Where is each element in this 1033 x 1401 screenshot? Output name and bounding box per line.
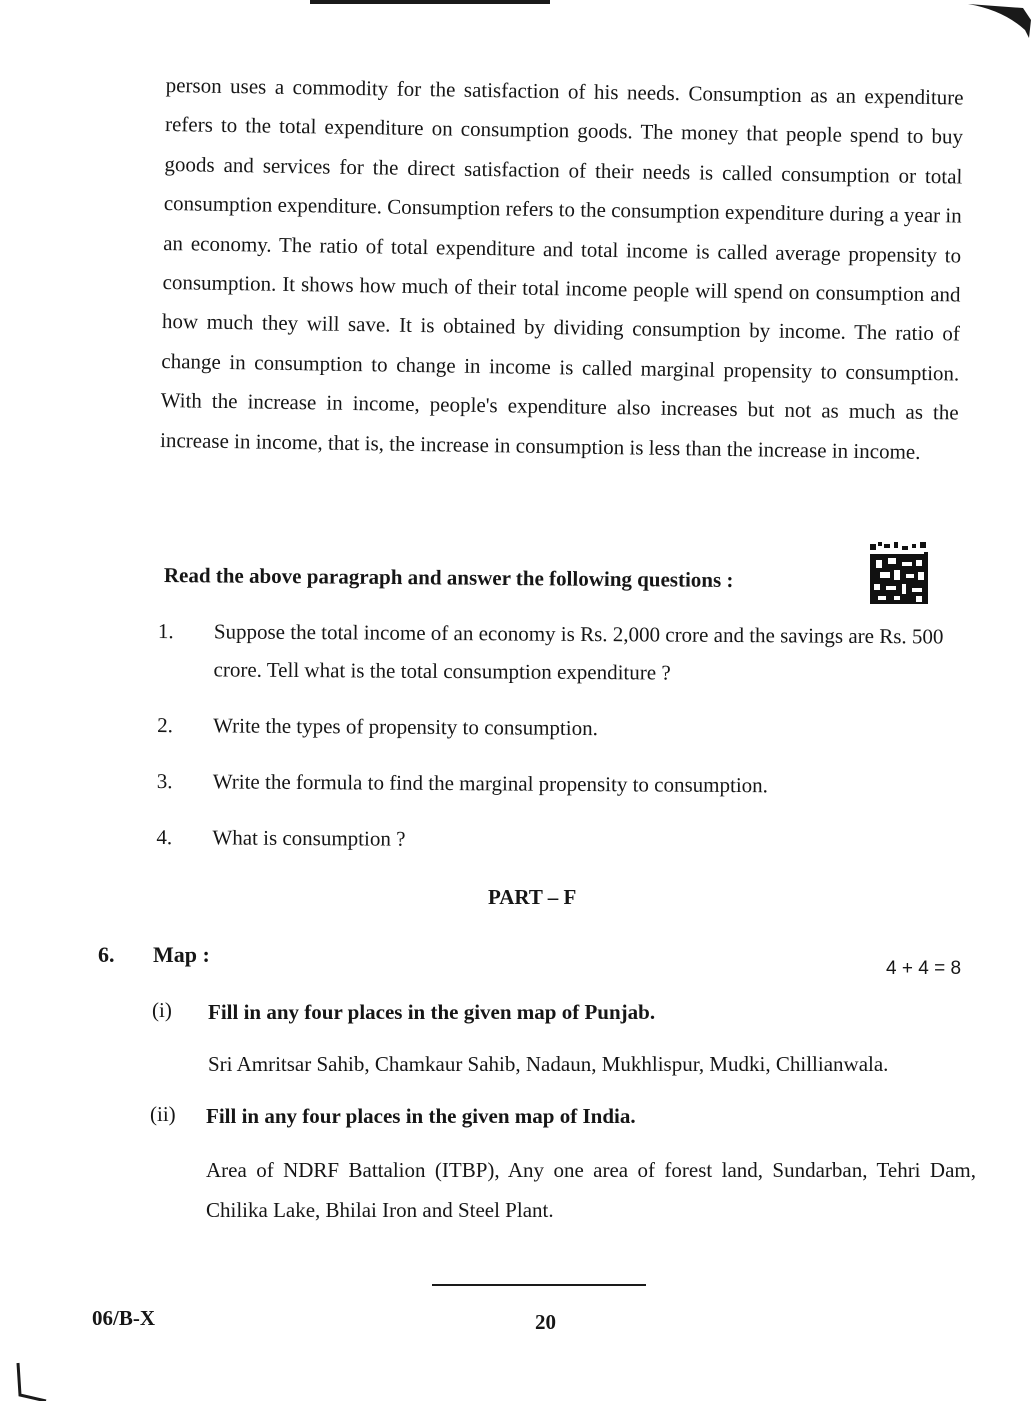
sub-question-label: (ii) bbox=[150, 1102, 176, 1126]
part-title: PART – F bbox=[488, 885, 577, 909]
question-item bbox=[157, 612, 978, 694]
footer-rule bbox=[432, 1284, 646, 1286]
question-text: Suppose the total income of an economy is Rs. 2,000 crore and the savings are Rs. 500 crore. Tell what is the total consumption expenditure ? bbox=[213, 619, 944, 685]
question-number: 3. bbox=[156, 768, 173, 794]
question-item bbox=[157, 762, 977, 806]
sub-question-heading: Fill in any four places in the given map of Punjab. bbox=[208, 1000, 656, 1024]
page-number: 20 bbox=[535, 1310, 556, 1334]
question-number: 6. bbox=[98, 942, 115, 967]
marks-allocation: 4 + 4 = 8 bbox=[886, 958, 962, 979]
questions-instruction: Read the above paragraph and answer the following questions : bbox=[163, 563, 734, 592]
sub-question-label: (i) bbox=[152, 998, 172, 1022]
question-item bbox=[156, 818, 976, 862]
question-text: What is consumption ? bbox=[212, 825, 406, 851]
question-item bbox=[157, 706, 977, 750]
top-rule bbox=[310, 0, 550, 4]
map-section-title: Map : bbox=[153, 942, 210, 967]
corner-scan-mark-bottom bbox=[10, 1361, 50, 1401]
question-text: Write the types of propensity to consumption. bbox=[213, 713, 598, 741]
paper-code: 06/B-X bbox=[92, 1306, 155, 1330]
passage-paragraph: person uses a commodity for the satisfaction of his needs. Consumption as an expenditure refers to the total expenditure on consumption goods. The money that people spend to buy goods and services for the direct satisfaction of their needs is called consumption or total consumption expenditure. Consumption refers to the consumption expenditure during a year in an economy. The ratio of total expenditure and total income is called average propensity to consumption. It shows how much of their total income people will spend on consumption and how much they will save. It is obtained by dividing consumption by income. The ratio of change in consumption to change in income is called marginal propensity to consumption. With the increase in income, people's expenditure also increases but not as much as the increase in income, that is, the increase in consumption is less than the increase in income. bbox=[159, 72, 964, 464]
qr-code-icon bbox=[868, 540, 930, 606]
sub-question-heading: Fill in any four places in the given map of India. bbox=[206, 1104, 636, 1128]
corner-scan-mark bbox=[963, 0, 1033, 40]
question-text: Write the formula to find the marginal propensity to consumption. bbox=[212, 769, 769, 798]
question-list bbox=[156, 612, 978, 880]
question-number: 2. bbox=[157, 712, 174, 738]
question-number: 4. bbox=[156, 824, 173, 850]
sub-question-places: Sri Amritsar Sahib, Chamkaur Sahib, Nadaun, Mukhlispur, Mudki, Chillianwala. bbox=[208, 1052, 889, 1076]
question-number: 1. bbox=[157, 618, 174, 644]
sub-question-places: Area of NDRF Battalion (ITBP), Any one area of forest land, Sundarban, Tehri Dam, Chilika Lake, Bhilai Iron and Steel Plant. bbox=[206, 1158, 976, 1222]
